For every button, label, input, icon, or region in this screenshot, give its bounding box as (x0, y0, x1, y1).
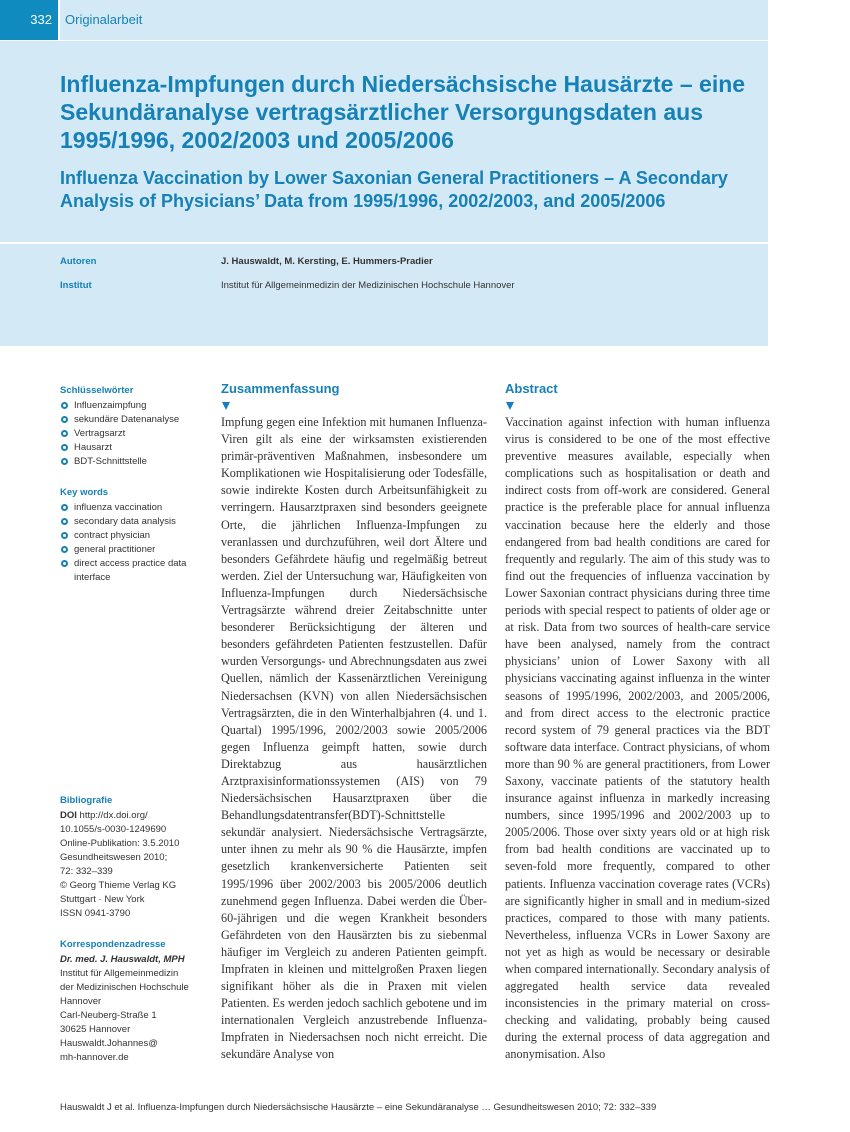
address-line: Institut für Allgemeinmedizin (60, 968, 179, 979)
correspondence (60, 938, 210, 1065)
title-divider (0, 242, 768, 244)
online-publication: Online-Publikation: 3.5.2010 (60, 838, 180, 849)
keywords-english (60, 486, 210, 585)
bullet-icon (61, 444, 68, 451)
bullet-icon (61, 430, 68, 437)
journal: Gesundheitswesen 2010; (60, 852, 168, 863)
bibliography (60, 794, 210, 921)
keyword-item: Vertragsarzt (60, 427, 210, 441)
doi-link[interactable]: http://dx.doi.org/ (79, 810, 148, 821)
issn: ISSN 0941-3790 (60, 908, 131, 919)
pages: 72: 332–339 (60, 866, 113, 877)
keyword-item: secondary data analysis (60, 515, 210, 529)
institute-label: Institut (60, 280, 92, 291)
running-header (0, 0, 768, 41)
bullet-icon (61, 532, 68, 539)
authors: J. Hauswaldt, M. Kersting, E. Hummers-Pradier (221, 256, 433, 267)
running-footer: Hauswaldt J et al. Influenza-Impfungen durch Niedersächsische Hausärzte – eine Sekundäranalyse … Gesundheitswesen 2010; 72: 332–339 (60, 1102, 657, 1113)
address-line: Carl-Neuberg-Straße 1 (60, 1010, 157, 1021)
email-line[interactable]: mh-hannover.de (60, 1052, 129, 1063)
zusammenfassung-heading: Zusammenfassung (221, 381, 340, 396)
keyword-item: influenza vaccination (60, 501, 210, 515)
doi-number[interactable]: 10.1055/s-0030-1249690 (60, 824, 167, 835)
correspondence-name: Dr. med. J. Hauswaldt, MPH (60, 954, 185, 965)
title-english: Influenza Vaccination by Lower Saxonian General Practitioners – A Secondary Analysis of Physicians’ Data from 1995/1996, 2002/2003, and 2005/2006 (60, 168, 728, 211)
keyword-item: general practitioner (60, 543, 210, 557)
keyword-item: Influenzaimpfung (60, 399, 210, 413)
keyword-item: BDT-Schnittstelle (60, 455, 210, 469)
bullet-icon (61, 458, 68, 465)
authors-label: Autoren (60, 256, 97, 267)
triangle-down-icon (506, 402, 514, 410)
triangle-down-icon (222, 402, 230, 410)
abstract-text: Vaccination against infection with human influenza virus is considered to be one of the most effective preventive measures available, especially when complications such as hospitalisation or death and indirect costs from off-work are considered. General practice is the preferable place for annual influenza vaccination because here the elderly and those endangered from bad health conditions are cared for frequently and regularly. The aim of this study was to find out the frequencies of influenza vaccination by Lower Saxonian contract physicians during three time periods with special respect to patients of older age or at risk. Data from two sources of health-care service have been analysed, namely from the contract physicians’ union of Lower Saxony with all physicians vaccinating against influenza in the winter seasons of 1995/1996, 2002/2003, and 2005/2006, and from direct access to the electronic practice record system of 79 general practices via the BDT software data interface. Contract physicians, of whom more than 90 % are general practitioners, from Lower Saxony, vaccinate patients of the statutory health insurance against influenza in markedly increasing numbers, since 1995/1996 and 2002/2003 up to 2005/2006. Those over sixty years old or at high risk from bad health conditions are vaccinated up to seven-fold more frequently, compared to other patients. Influenza vaccination coverage rates (VCRs) are significantly higher in small and in medium-sized practices, compared to those with many patients. Nevertheless, influenza VCRs in Lower Saxony are not yet as high as would be necessary or desirable when compared internationally. Secondary analysis of aggregated health service data revealed inconsistencies in the primary material on cross-checking and validating, probably being caused during the external process of data aggregation and anonymisation. Also (505, 415, 770, 1062)
keywords-german-list (60, 399, 210, 469)
doi-line: DOI http://dx.doi.org/ (60, 810, 148, 821)
abstract-heading: Abstract (505, 381, 558, 396)
keyword-item: sekundäre Datenanalyse (60, 413, 210, 427)
keyword-item: Hausarzt (60, 441, 210, 455)
address-line: 30625 Hannover (60, 1024, 131, 1035)
header-divider (58, 0, 60, 40)
bullet-icon (61, 504, 68, 511)
keywords-german (60, 384, 210, 469)
address-line: Hannover (60, 996, 102, 1007)
bullet-icon (61, 560, 68, 567)
keyword-item: direct access practice data interface (60, 557, 210, 585)
title-german: Influenza-Impfungen durch Niedersächsische Hausärzte – eine Sekundäranalyse vertragsärztlicher Versorgungsdaten aus 1995/1996, 2002/2003 und 2005/2006 (60, 71, 746, 153)
address-line: der Medizinischen Hochschule (60, 982, 189, 993)
keywords-english-list (60, 501, 210, 585)
bibliography-heading: Bibliografie (60, 795, 113, 806)
publisher-place: Stuttgart · New York (60, 894, 145, 905)
keywords-english-heading: Key words (60, 487, 109, 498)
institute: Institut für Allgemeinmedizin der Medizinischen Hochschule Hannover (221, 280, 515, 291)
keywords-german-heading: Schlüsselwörter (60, 385, 134, 396)
page-number: 332 (0, 0, 58, 40)
keyword-item: contract physician (60, 529, 210, 543)
copyright: © Georg Thieme Verlag KG (60, 880, 177, 891)
correspondence-heading: Korrespondenzadresse (60, 939, 166, 950)
section-label: Originalarbeit (65, 12, 143, 27)
zusammenfassung-text: Impfung gegen eine Infektion mit humanen Influenza-Viren gilt als eine der wirksamsten existierenden primär-präventiven Maßnahmen, insbesondere um Komplikationen wie Hospitalisierung oder Todesfälle, sowie indirekte Kosten durch Arbeitsunfähigkeit zu verringern. Hausarztpraxen sind besonders geeignete Orte, die jährlichen Influenza-Impfungen zu veranlassen und durchzuführen, weil dort Ältere und besonders Gefährdete häufig und regelmäßig betreut werden. Ziel der Untersuchung war, Häufigkeiten von Influenza-Impfungen durch Niedersächsische Vertragsärzte während dreier Zeitabschnitte unter besonderer Berücksichtigung der älteren und besonders gefährdeten Patienten festzustellen. Dafür wurden Versorgungs- und Abrechnungsdaten aus zwei Quellen, nämlich der Kassenärztlichen Vereinigung Niedersachsen (KVN) von allen Niedersächsischen Vertragsärzten, die in den Winterhalbjahren (4. und 1. Quartal) 1995/1996, 2002/2003 sowie 2005/2006 gegen Influenza geimpft hatten, sowie durch Direktabzug aus hausärztlichen Arztpraxisinformationssystemen (AIS) von 79 Niedersächsischen Hausarztpraxen über die Behandlungsdatentransfer(BDT)-Schnittstelle sekundär analysiert. Niedersächsische Vertragsärzte, unter ihnen zu mehr als 90 % die Hausärzte, impfen gesetzlich krankenversicherte Patienten seit 1995/1996 über 2002/2003 bis 2005/2006 deutlich zunehmend gegen Influenza. Dabei werden die Über-60-jährigen und die wegen Krankheit besonders Gefährdeten von den Hausärzten bis zu siebenmal häufiger im Vergleich zu anderen Patienten geimpft. Impfraten in kleinen und mittelgroßen Praxen liegen signifikant höher als die in Praxen mit vielen Patienten. Es werden jedoch sachlich gebotene und im internationalen Vergleich anzustrebende Influenza-Impfraten in Niedersachsen noch nicht erreicht. Die sekundäre Analyse von (221, 415, 487, 1062)
bullet-icon (61, 546, 68, 553)
bullet-icon (61, 416, 68, 423)
email-line[interactable]: Hauswaldt.Johannes@ (60, 1038, 158, 1049)
bullet-icon (61, 518, 68, 525)
bullet-icon (61, 402, 68, 409)
